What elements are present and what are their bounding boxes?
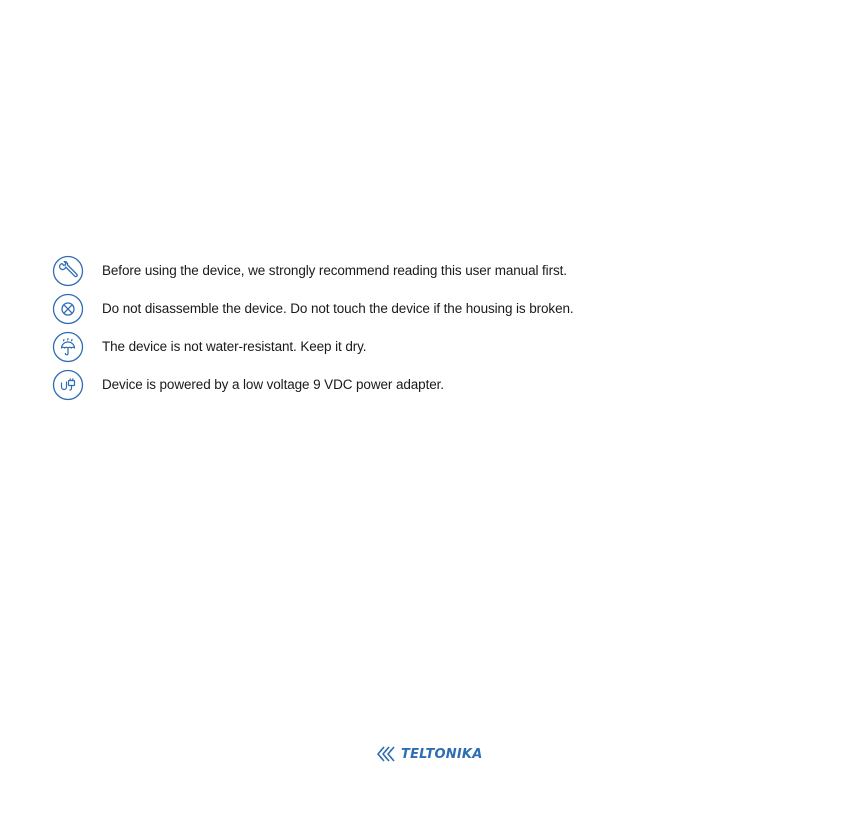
teltonika-chevrons-icon [376,744,400,764]
teltonika-logo [376,744,482,764]
safety-item-keep-dry [52,331,812,369]
safety-item-read-manual [52,255,812,293]
safety-item-no-disassemble [52,293,812,331]
logo-wordmark: TELTONIKA [401,746,483,762]
no-disassemble-icon [52,293,84,325]
wrench-icon [52,255,84,287]
umbrella-rain-icon [52,331,84,363]
safety-item-text: Before using the device, we strongly recommend reading this user manual first. [102,263,567,278]
safety-item-power-supply [52,369,812,407]
power-plug-icon [52,369,84,401]
safety-item-text: The device is not water-resistant. Keep it dry. [102,339,367,354]
safety-instructions-list [52,255,812,407]
safety-item-text: Device is powered by a low voltage 9 VDC power adapter. [102,377,444,392]
safety-item-text: Do not disassemble the device. Do not touch the device if the housing is broken. [102,301,574,316]
